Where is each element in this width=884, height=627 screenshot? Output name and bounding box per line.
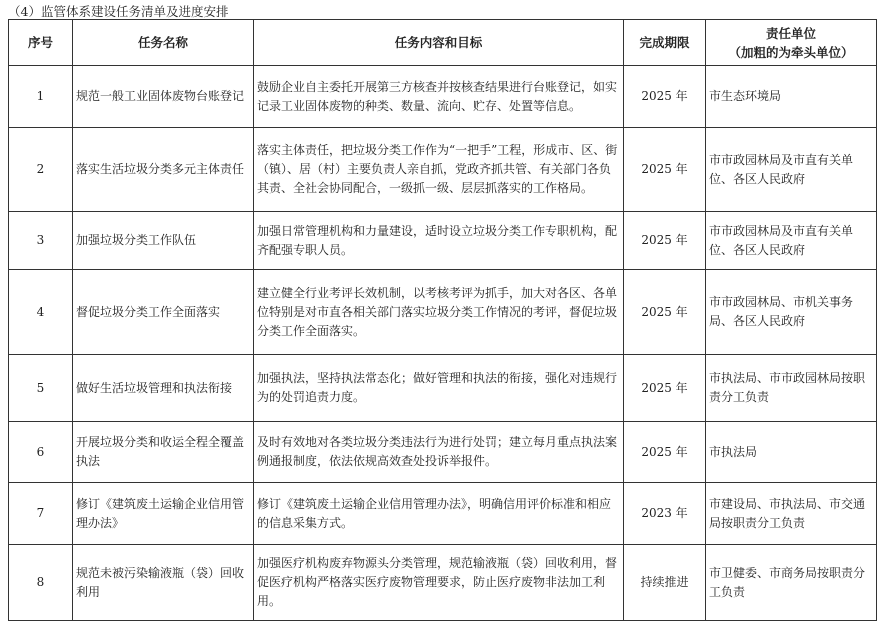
row-unit: 市执法局、市市政园林局按职责分工负责 xyxy=(706,355,877,422)
row-content: 建立健全行业考评长效机制，以考核考评为抓手，加大对各区、各单位特别是对市直各相关部门落实垃圾分类工作情况的考评，督促垃圾分类工作全面落实。 xyxy=(254,270,624,355)
header-unit-line1: 责任单位 xyxy=(765,25,816,41)
table-caption: （4）监管体系建设任务清单及进度安排 xyxy=(8,4,229,19)
table-row xyxy=(9,66,877,128)
row-task: 加强垃圾分类工作队伍 xyxy=(73,212,254,270)
row-content: 鼓励企业自主委托开展第三方核查并按核查结果进行台账登记，如实记录工业固体废物的种类、数量、流向、贮存、处置等信息。 xyxy=(254,66,624,128)
row-unit: 市市政园林局及市直有关单位、各区人民政府 xyxy=(706,212,877,270)
row-deadline: 2025 年 xyxy=(624,66,706,128)
row-task: 落实生活垃圾分类多元主体责任 xyxy=(73,128,254,212)
row-content: 落实主体责任，把垃圾分类工作作为“一把手”工程，形成市、区、街（镇）、居（村）主要负责人亲自抓，党政齐抓共管、有关部门各负其责、全社会协同配合，一级抓一级、层层抓落实的工作格局。 xyxy=(254,128,624,212)
row-unit: 市市政园林局及市直有关单位、各区人民政府 xyxy=(706,128,877,212)
row-task: 做好生活垃圾管理和执法衔接 xyxy=(73,355,254,422)
row-task: 修订《建筑废土运输企业信用管理办法》 xyxy=(73,483,254,545)
row-deadline: 2025 年 xyxy=(624,270,706,355)
row-content: 及时有效地对各类垃圾分类违法行为进行处罚；建立每月重点执法案例通报制度，依法依规高效查处投诉举报件。 xyxy=(254,422,624,483)
row-num: 8 xyxy=(9,545,73,621)
header-unit-line2: （加粗的为牵头单位） xyxy=(728,44,854,60)
row-unit: 市卫健委、市商务局按职责分工负责 xyxy=(706,545,877,621)
row-deadline: 2025 年 xyxy=(624,422,706,483)
header-content: 任务内容和目标 xyxy=(254,20,624,66)
row-deadline: 2025 年 xyxy=(624,212,706,270)
row-content: 修订《建筑废土运输企业信用管理办法》，明确信用评价标准和相应的信息采集方式。 xyxy=(254,483,624,545)
row-num: 3 xyxy=(9,212,73,270)
table-row xyxy=(9,270,877,355)
row-num: 4 xyxy=(9,270,73,355)
header-task: 任务名称 xyxy=(73,20,254,66)
table-row xyxy=(9,422,877,483)
row-deadline: 2025 年 xyxy=(624,128,706,212)
row-task: 督促垃圾分类工作全面落实 xyxy=(73,270,254,355)
table-row xyxy=(9,355,877,422)
row-num: 5 xyxy=(9,355,73,422)
header-row xyxy=(9,20,877,66)
row-num: 2 xyxy=(9,128,73,212)
row-unit: 市执法局 xyxy=(706,422,877,483)
header-deadline: 完成期限 xyxy=(624,20,706,66)
header-unit xyxy=(706,20,877,66)
row-task: 开展垃圾分类和收运全程全覆盖执法 xyxy=(73,422,254,483)
row-content: 加强执法，坚持执法常态化；做好管理和执法的衔接，强化对违规行为的处罚追责力度。 xyxy=(254,355,624,422)
row-unit: 市市政园林局、市机关事务局、各区人民政府 xyxy=(706,270,877,355)
task-table xyxy=(8,19,877,621)
row-deadline: 2023 年 xyxy=(624,483,706,545)
row-task: 规范未被污染输液瓶（袋）回收利用 xyxy=(73,545,254,621)
row-num: 6 xyxy=(9,422,73,483)
row-content: 加强医疗机构废弃物源头分类管理，规范输液瓶（袋）回收利用，督促医疗机构严格落实医疗废物管理要求，防止医疗废物非法加工利用。 xyxy=(254,545,624,621)
table-row xyxy=(9,545,877,621)
row-content: 加强日常管理机构和力量建设，适时设立垃圾分类工作专职机构，配齐配强专职人员。 xyxy=(254,212,624,270)
row-task: 规范一般工业固体废物台账登记 xyxy=(73,66,254,128)
row-deadline: 2025 年 xyxy=(624,355,706,422)
row-deadline: 持续推进 xyxy=(624,545,706,621)
table-row xyxy=(9,128,877,212)
header-num: 序号 xyxy=(9,20,73,66)
table-row xyxy=(9,212,877,270)
row-num: 1 xyxy=(9,66,73,128)
row-unit: 市建设局、市执法局、市交通局按职责分工负责 xyxy=(706,483,877,545)
table-row xyxy=(9,483,877,545)
row-unit: 市生态环境局 xyxy=(706,66,877,128)
row-num: 7 xyxy=(9,483,73,545)
